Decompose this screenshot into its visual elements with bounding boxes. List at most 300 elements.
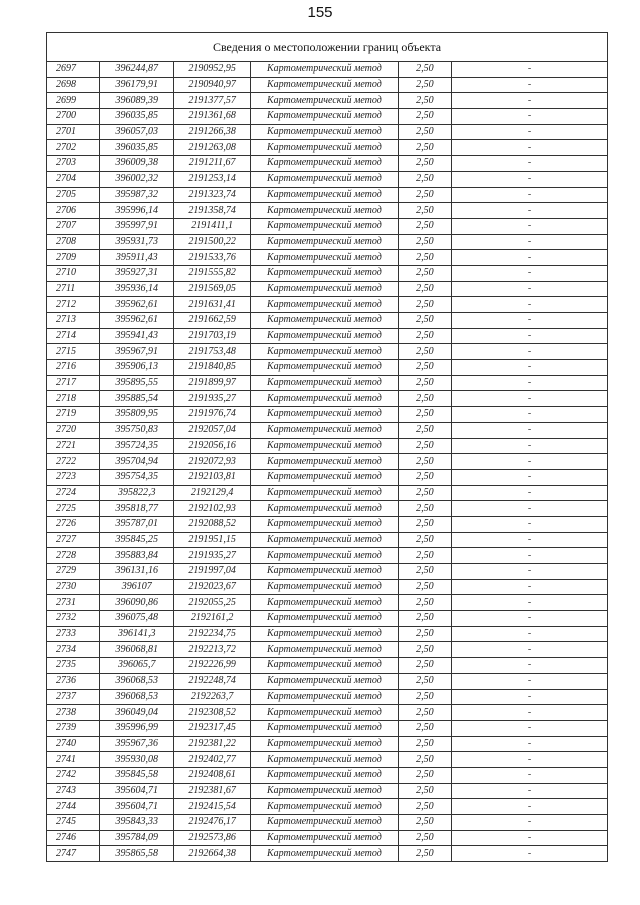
table-row bbox=[47, 375, 608, 391]
point-number: 2741 bbox=[47, 752, 100, 768]
method-cell: Картометрический метод bbox=[251, 218, 399, 234]
point-number: 2699 bbox=[47, 93, 100, 109]
point-number: 2730 bbox=[47, 579, 100, 595]
point-number: 2710 bbox=[47, 265, 100, 281]
accuracy-cell: 2,50 bbox=[398, 328, 451, 344]
method-cell: Картометрический метод bbox=[251, 344, 399, 360]
point-number: 2736 bbox=[47, 673, 100, 689]
table-row bbox=[47, 720, 608, 736]
method-cell: Картометрический метод bbox=[251, 815, 399, 831]
description-cell: - bbox=[452, 124, 608, 140]
accuracy-cell: 2,50 bbox=[398, 265, 451, 281]
accuracy-cell: 2,50 bbox=[398, 93, 451, 109]
coordinate-y: 2192573,86 bbox=[174, 830, 251, 846]
accuracy-cell: 2,50 bbox=[398, 564, 451, 580]
coordinate-y: 2192057,04 bbox=[174, 422, 251, 438]
table-row bbox=[47, 124, 608, 140]
accuracy-cell: 2,50 bbox=[398, 579, 451, 595]
coordinate-y: 2191358,74 bbox=[174, 203, 251, 219]
method-cell: Картометрический метод bbox=[251, 548, 399, 564]
coordinate-y: 2192317,45 bbox=[174, 720, 251, 736]
accuracy-cell: 2,50 bbox=[398, 140, 451, 156]
accuracy-cell: 2,50 bbox=[398, 689, 451, 705]
point-number: 2744 bbox=[47, 799, 100, 815]
accuracy-cell: 2,50 bbox=[398, 360, 451, 376]
description-cell: - bbox=[452, 187, 608, 203]
point-number: 2735 bbox=[47, 658, 100, 674]
point-number: 2733 bbox=[47, 626, 100, 642]
table-row bbox=[47, 564, 608, 580]
point-number: 2737 bbox=[47, 689, 100, 705]
accuracy-cell: 2,50 bbox=[398, 626, 451, 642]
table-row bbox=[47, 783, 608, 799]
method-cell: Картометрический метод bbox=[251, 720, 399, 736]
description-cell: - bbox=[452, 62, 608, 78]
accuracy-cell: 2,50 bbox=[398, 815, 451, 831]
description-cell: - bbox=[452, 375, 608, 391]
coordinate-y: 2191951,15 bbox=[174, 532, 251, 548]
coordinate-x: 396068,53 bbox=[100, 673, 174, 689]
boundary-table bbox=[46, 32, 608, 862]
point-number: 2719 bbox=[47, 407, 100, 423]
table-row bbox=[47, 344, 608, 360]
table-row bbox=[47, 93, 608, 109]
coordinate-x: 396141,3 bbox=[100, 626, 174, 642]
accuracy-cell: 2,50 bbox=[398, 501, 451, 517]
method-cell: Картометрический метод bbox=[251, 407, 399, 423]
coordinate-x: 395843,33 bbox=[100, 815, 174, 831]
table-row bbox=[47, 485, 608, 501]
coordinate-x: 395883,84 bbox=[100, 548, 174, 564]
coordinate-y: 2192023,67 bbox=[174, 579, 251, 595]
description-cell: - bbox=[452, 799, 608, 815]
coordinate-y: 2191935,27 bbox=[174, 548, 251, 564]
coordinate-x: 395936,14 bbox=[100, 281, 174, 297]
description-cell: - bbox=[452, 705, 608, 721]
table-row bbox=[47, 846, 608, 862]
coordinate-x: 395967,91 bbox=[100, 344, 174, 360]
coordinate-x: 395931,73 bbox=[100, 234, 174, 250]
accuracy-cell: 2,50 bbox=[398, 658, 451, 674]
method-cell: Картометрический метод bbox=[251, 454, 399, 470]
coordinate-y: 2192103,81 bbox=[174, 469, 251, 485]
coordinate-x: 395784,09 bbox=[100, 830, 174, 846]
point-number: 2722 bbox=[47, 454, 100, 470]
point-number: 2727 bbox=[47, 532, 100, 548]
table-row bbox=[47, 265, 608, 281]
coordinate-x: 395996,99 bbox=[100, 720, 174, 736]
description-cell: - bbox=[452, 250, 608, 266]
description-cell: - bbox=[452, 564, 608, 580]
point-number: 2718 bbox=[47, 391, 100, 407]
point-number: 2724 bbox=[47, 485, 100, 501]
method-cell: Картометрический метод bbox=[251, 234, 399, 250]
point-number: 2704 bbox=[47, 171, 100, 187]
accuracy-cell: 2,50 bbox=[398, 595, 451, 611]
description-cell: - bbox=[452, 218, 608, 234]
method-cell: Картометрический метод bbox=[251, 626, 399, 642]
coordinate-x: 396057,03 bbox=[100, 124, 174, 140]
coordinate-y: 2191533,76 bbox=[174, 250, 251, 266]
table-row bbox=[47, 297, 608, 313]
point-number: 2745 bbox=[47, 815, 100, 831]
description-cell: - bbox=[452, 156, 608, 172]
coordinate-x: 395822,3 bbox=[100, 485, 174, 501]
accuracy-cell: 2,50 bbox=[398, 752, 451, 768]
accuracy-cell: 2,50 bbox=[398, 171, 451, 187]
method-cell: Картометрический метод bbox=[251, 391, 399, 407]
point-number: 2702 bbox=[47, 140, 100, 156]
point-number: 2734 bbox=[47, 642, 100, 658]
accuracy-cell: 2,50 bbox=[398, 469, 451, 485]
coordinate-y: 2191662,59 bbox=[174, 313, 251, 329]
coordinate-y: 2192664,38 bbox=[174, 846, 251, 862]
method-cell: Картометрический метод bbox=[251, 830, 399, 846]
coordinate-x: 396035,85 bbox=[100, 109, 174, 125]
coordinate-y: 2192308,52 bbox=[174, 705, 251, 721]
coordinate-x: 395865,58 bbox=[100, 846, 174, 862]
accuracy-cell: 2,50 bbox=[398, 250, 451, 266]
accuracy-cell: 2,50 bbox=[398, 736, 451, 752]
coordinate-x: 396035,85 bbox=[100, 140, 174, 156]
description-cell: - bbox=[452, 344, 608, 360]
description-cell: - bbox=[452, 140, 608, 156]
description-cell: - bbox=[452, 281, 608, 297]
table-title: Сведения о местоположении границ объекта bbox=[47, 33, 608, 62]
table-row bbox=[47, 218, 608, 234]
method-cell: Картометрический метод bbox=[251, 485, 399, 501]
table-row bbox=[47, 830, 608, 846]
coordinate-x: 396049,04 bbox=[100, 705, 174, 721]
coordinate-x: 395962,61 bbox=[100, 313, 174, 329]
coordinate-y: 2192381,67 bbox=[174, 783, 251, 799]
coordinate-y: 2191631,41 bbox=[174, 297, 251, 313]
coordinate-x: 395604,71 bbox=[100, 783, 174, 799]
method-cell: Картометрический метод bbox=[251, 658, 399, 674]
coordinate-y: 2191500,22 bbox=[174, 234, 251, 250]
coordinate-x: 396131,16 bbox=[100, 564, 174, 580]
method-cell: Картометрический метод bbox=[251, 799, 399, 815]
table-row bbox=[47, 673, 608, 689]
table-row bbox=[47, 187, 608, 203]
table-row bbox=[47, 532, 608, 548]
coordinate-y: 2191377,57 bbox=[174, 93, 251, 109]
coordinate-y: 2192415,54 bbox=[174, 799, 251, 815]
method-cell: Картометрический метод bbox=[251, 752, 399, 768]
table-row bbox=[47, 109, 608, 125]
method-cell: Картометрический метод bbox=[251, 532, 399, 548]
table-row bbox=[47, 626, 608, 642]
coordinate-x: 396089,39 bbox=[100, 93, 174, 109]
description-cell: - bbox=[452, 548, 608, 564]
coordinate-x: 395845,25 bbox=[100, 532, 174, 548]
point-number: 2746 bbox=[47, 830, 100, 846]
accuracy-cell: 2,50 bbox=[398, 720, 451, 736]
coordinate-y: 2191411,1 bbox=[174, 218, 251, 234]
coordinate-x: 395967,36 bbox=[100, 736, 174, 752]
table-row bbox=[47, 250, 608, 266]
description-cell: - bbox=[452, 673, 608, 689]
description-cell: - bbox=[452, 767, 608, 783]
coordinate-x: 395987,32 bbox=[100, 187, 174, 203]
accuracy-cell: 2,50 bbox=[398, 532, 451, 548]
accuracy-cell: 2,50 bbox=[398, 548, 451, 564]
table-row bbox=[47, 799, 608, 815]
accuracy-cell: 2,50 bbox=[398, 187, 451, 203]
table-row bbox=[47, 203, 608, 219]
point-number: 2703 bbox=[47, 156, 100, 172]
description-cell: - bbox=[452, 171, 608, 187]
accuracy-cell: 2,50 bbox=[398, 124, 451, 140]
coordinate-y: 2191266,38 bbox=[174, 124, 251, 140]
method-cell: Картометрический метод bbox=[251, 109, 399, 125]
point-number: 2714 bbox=[47, 328, 100, 344]
coordinate-y: 2191323,74 bbox=[174, 187, 251, 203]
coordinate-x: 395906,13 bbox=[100, 360, 174, 376]
method-cell: Картометрический метод bbox=[251, 736, 399, 752]
point-number: 2697 bbox=[47, 62, 100, 78]
description-cell: - bbox=[452, 595, 608, 611]
description-cell: - bbox=[452, 815, 608, 831]
coordinate-x: 395724,35 bbox=[100, 438, 174, 454]
coordinate-x: 396068,81 bbox=[100, 642, 174, 658]
method-cell: Картометрический метод bbox=[251, 313, 399, 329]
coordinate-x: 396179,91 bbox=[100, 77, 174, 93]
method-cell: Картометрический метод bbox=[251, 203, 399, 219]
description-cell: - bbox=[452, 93, 608, 109]
description-cell: - bbox=[452, 611, 608, 627]
accuracy-cell: 2,50 bbox=[398, 203, 451, 219]
accuracy-cell: 2,50 bbox=[398, 438, 451, 454]
coordinate-x: 395996,14 bbox=[100, 203, 174, 219]
point-number: 2739 bbox=[47, 720, 100, 736]
method-cell: Картометрический метод bbox=[251, 673, 399, 689]
table-row bbox=[47, 689, 608, 705]
coordinate-y: 2192055,25 bbox=[174, 595, 251, 611]
method-cell: Картометрический метод bbox=[251, 171, 399, 187]
description-cell: - bbox=[452, 485, 608, 501]
point-number: 2747 bbox=[47, 846, 100, 862]
coordinate-x: 395787,01 bbox=[100, 516, 174, 532]
description-cell: - bbox=[452, 454, 608, 470]
table-row bbox=[47, 407, 608, 423]
accuracy-cell: 2,50 bbox=[398, 391, 451, 407]
accuracy-cell: 2,50 bbox=[398, 109, 451, 125]
accuracy-cell: 2,50 bbox=[398, 673, 451, 689]
coordinate-x: 395941,43 bbox=[100, 328, 174, 344]
coordinate-y: 2192226,99 bbox=[174, 658, 251, 674]
coordinate-y: 2192263,7 bbox=[174, 689, 251, 705]
point-number: 2728 bbox=[47, 548, 100, 564]
description-cell: - bbox=[452, 658, 608, 674]
coordinate-y: 2192213,72 bbox=[174, 642, 251, 658]
coordinate-y: 2191753,48 bbox=[174, 344, 251, 360]
table-row bbox=[47, 516, 608, 532]
method-cell: Картометрический метод bbox=[251, 767, 399, 783]
coordinate-y: 2191997,04 bbox=[174, 564, 251, 580]
coordinate-y: 2191263,08 bbox=[174, 140, 251, 156]
accuracy-cell: 2,50 bbox=[398, 611, 451, 627]
table-row bbox=[47, 815, 608, 831]
table-row bbox=[47, 767, 608, 783]
coordinate-y: 2192161,2 bbox=[174, 611, 251, 627]
coordinate-y: 2191253,14 bbox=[174, 171, 251, 187]
point-number: 2713 bbox=[47, 313, 100, 329]
table-row bbox=[47, 422, 608, 438]
table-row bbox=[47, 360, 608, 376]
description-cell: - bbox=[452, 391, 608, 407]
point-number: 2717 bbox=[47, 375, 100, 391]
coordinate-x: 395927,31 bbox=[100, 265, 174, 281]
method-cell: Картометрический метод bbox=[251, 783, 399, 799]
table-row bbox=[47, 705, 608, 721]
coordinate-x: 396009,38 bbox=[100, 156, 174, 172]
table-row bbox=[47, 658, 608, 674]
point-number: 2707 bbox=[47, 218, 100, 234]
table-row bbox=[47, 77, 608, 93]
method-cell: Картометрический метод bbox=[251, 265, 399, 281]
coordinate-y: 2192102,93 bbox=[174, 501, 251, 517]
accuracy-cell: 2,50 bbox=[398, 234, 451, 250]
description-cell: - bbox=[452, 469, 608, 485]
table-row bbox=[47, 752, 608, 768]
description-cell: - bbox=[452, 438, 608, 454]
coordinate-y: 2192476,17 bbox=[174, 815, 251, 831]
coordinate-x: 395750,83 bbox=[100, 422, 174, 438]
table-row bbox=[47, 328, 608, 344]
description-cell: - bbox=[452, 846, 608, 862]
point-number: 2732 bbox=[47, 611, 100, 627]
coordinate-x: 396244,87 bbox=[100, 62, 174, 78]
table-row bbox=[47, 595, 608, 611]
coordinate-y: 2192408,61 bbox=[174, 767, 251, 783]
coordinate-y: 2192088,52 bbox=[174, 516, 251, 532]
coordinate-y: 2191899,97 bbox=[174, 375, 251, 391]
accuracy-cell: 2,50 bbox=[398, 516, 451, 532]
coordinate-y: 2191840,85 bbox=[174, 360, 251, 376]
method-cell: Картометрический метод bbox=[251, 438, 399, 454]
coordinate-y: 2192234,75 bbox=[174, 626, 251, 642]
method-cell: Картометрический метод bbox=[251, 187, 399, 203]
accuracy-cell: 2,50 bbox=[398, 281, 451, 297]
point-number: 2729 bbox=[47, 564, 100, 580]
accuracy-cell: 2,50 bbox=[398, 62, 451, 78]
table-row bbox=[47, 156, 608, 172]
point-number: 2740 bbox=[47, 736, 100, 752]
accuracy-cell: 2,50 bbox=[398, 799, 451, 815]
coordinate-y: 2190952,95 bbox=[174, 62, 251, 78]
point-number: 2716 bbox=[47, 360, 100, 376]
description-cell: - bbox=[452, 328, 608, 344]
table-row bbox=[47, 62, 608, 78]
description-cell: - bbox=[452, 532, 608, 548]
table-header-row bbox=[47, 33, 608, 62]
coordinate-x: 395997,91 bbox=[100, 218, 174, 234]
accuracy-cell: 2,50 bbox=[398, 767, 451, 783]
table-row bbox=[47, 171, 608, 187]
description-cell: - bbox=[452, 360, 608, 376]
table-row bbox=[47, 234, 608, 250]
description-cell: - bbox=[452, 642, 608, 658]
description-cell: - bbox=[452, 579, 608, 595]
accuracy-cell: 2,50 bbox=[398, 344, 451, 360]
point-number: 2742 bbox=[47, 767, 100, 783]
point-number: 2715 bbox=[47, 344, 100, 360]
method-cell: Картометрический метод bbox=[251, 689, 399, 705]
point-number: 2708 bbox=[47, 234, 100, 250]
accuracy-cell: 2,50 bbox=[398, 422, 451, 438]
table-row bbox=[47, 281, 608, 297]
description-cell: - bbox=[452, 736, 608, 752]
coordinate-y: 2192402,77 bbox=[174, 752, 251, 768]
description-cell: - bbox=[452, 77, 608, 93]
coordinate-y: 2191703,19 bbox=[174, 328, 251, 344]
description-cell: - bbox=[452, 720, 608, 736]
description-cell: - bbox=[452, 234, 608, 250]
point-number: 2720 bbox=[47, 422, 100, 438]
method-cell: Картометрический метод bbox=[251, 297, 399, 313]
accuracy-cell: 2,50 bbox=[398, 407, 451, 423]
description-cell: - bbox=[452, 783, 608, 799]
description-cell: - bbox=[452, 313, 608, 329]
table-row bbox=[47, 438, 608, 454]
coordinate-x: 395930,08 bbox=[100, 752, 174, 768]
table-row bbox=[47, 548, 608, 564]
description-cell: - bbox=[452, 297, 608, 313]
method-cell: Картометрический метод bbox=[251, 579, 399, 595]
point-number: 2711 bbox=[47, 281, 100, 297]
accuracy-cell: 2,50 bbox=[398, 454, 451, 470]
method-cell: Картометрический метод bbox=[251, 328, 399, 344]
table-body bbox=[47, 62, 608, 862]
accuracy-cell: 2,50 bbox=[398, 218, 451, 234]
accuracy-cell: 2,50 bbox=[398, 375, 451, 391]
method-cell: Картометрический метод bbox=[251, 705, 399, 721]
coordinate-x: 395818,77 bbox=[100, 501, 174, 517]
coordinate-x: 395704,94 bbox=[100, 454, 174, 470]
method-cell: Картометрический метод bbox=[251, 360, 399, 376]
description-cell: - bbox=[452, 265, 608, 281]
method-cell: Картометрический метод bbox=[251, 156, 399, 172]
coordinate-y: 2190940,97 bbox=[174, 77, 251, 93]
accuracy-cell: 2,50 bbox=[398, 705, 451, 721]
method-cell: Картометрический метод bbox=[251, 422, 399, 438]
point-number: 2725 bbox=[47, 501, 100, 517]
coordinate-x: 396065,7 bbox=[100, 658, 174, 674]
accuracy-cell: 2,50 bbox=[398, 77, 451, 93]
description-cell: - bbox=[452, 422, 608, 438]
coordinate-x: 395885,54 bbox=[100, 391, 174, 407]
point-number: 2698 bbox=[47, 77, 100, 93]
accuracy-cell: 2,50 bbox=[398, 830, 451, 846]
table-row bbox=[47, 454, 608, 470]
accuracy-cell: 2,50 bbox=[398, 485, 451, 501]
method-cell: Картометрический метод bbox=[251, 281, 399, 297]
table-row bbox=[47, 469, 608, 485]
coordinate-y: 2192381,22 bbox=[174, 736, 251, 752]
coordinate-x: 395895,55 bbox=[100, 375, 174, 391]
point-number: 2731 bbox=[47, 595, 100, 611]
method-cell: Картометрический метод bbox=[251, 846, 399, 862]
coordinate-x: 395911,43 bbox=[100, 250, 174, 266]
method-cell: Картометрический метод bbox=[251, 564, 399, 580]
point-number: 2706 bbox=[47, 203, 100, 219]
method-cell: Картометрический метод bbox=[251, 140, 399, 156]
description-cell: - bbox=[452, 407, 608, 423]
point-number: 2743 bbox=[47, 783, 100, 799]
point-number: 2709 bbox=[47, 250, 100, 266]
coordinate-y: 2191935,27 bbox=[174, 391, 251, 407]
